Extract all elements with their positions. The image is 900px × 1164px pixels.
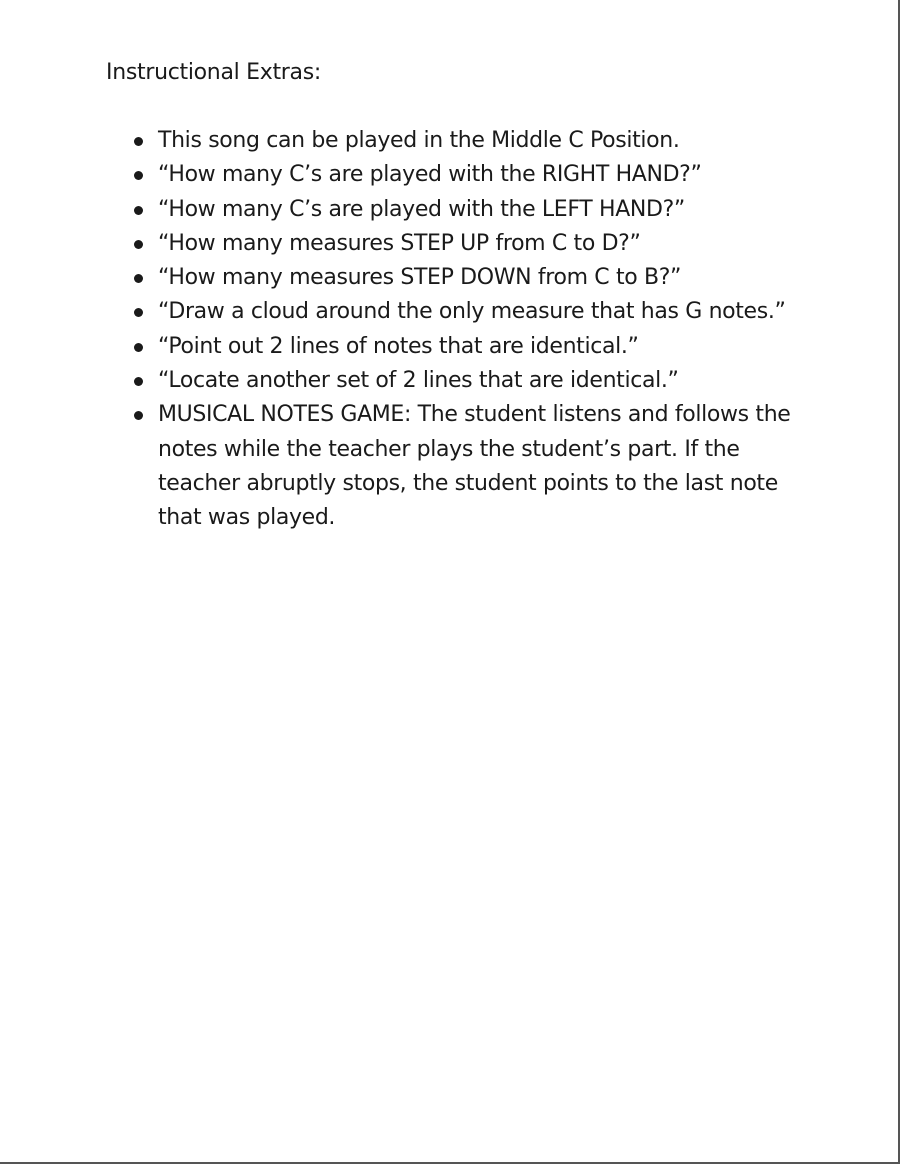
bullet-icon xyxy=(134,137,143,146)
list-item-text: “Locate another set of 2 lines that are identical.” xyxy=(158,368,679,394)
list-item-text: “How many measures STEP UP from C to D?” xyxy=(158,230,641,256)
list-item xyxy=(133,398,813,535)
list-item xyxy=(133,364,813,398)
bullet-icon xyxy=(134,206,143,215)
list-item-text: “How many measures STEP DOWN from C to B?” xyxy=(158,265,682,291)
list-item-text: “Point out 2 lines of notes that are identical.” xyxy=(158,333,639,359)
list-item xyxy=(133,124,813,158)
bullet-icon xyxy=(134,274,143,283)
bullet-icon xyxy=(134,377,143,386)
bullet-icon xyxy=(134,240,143,249)
bullet-icon xyxy=(134,308,143,317)
list-item-text: MUSICAL NOTES GAME: The student listens and follows the notes while the teacher plays the student’s part. If the teacher abruptly stops, the student points to the last note that was played. xyxy=(158,402,791,531)
bullet-icon xyxy=(134,411,143,420)
bullet-icon xyxy=(134,343,143,352)
list-item xyxy=(133,193,813,227)
list-item-text: “Draw a cloud around the only measure that has G notes.” xyxy=(158,299,786,325)
list-item-text: This song can be played in the Middle C Position. xyxy=(158,128,680,153)
list-item xyxy=(133,227,813,261)
list-item xyxy=(133,158,813,192)
list-item-text: “How many C’s are played with the RIGHT HAND?” xyxy=(158,162,702,188)
list-item xyxy=(133,261,813,295)
bullet-icon xyxy=(134,171,143,180)
list-item xyxy=(133,330,813,364)
list-item xyxy=(133,295,813,329)
list-item-text: “How many C’s are played with the LEFT HAND?” xyxy=(158,196,685,222)
section-heading: Instructional Extras: xyxy=(106,60,321,85)
instructional-extras-list xyxy=(133,124,813,536)
